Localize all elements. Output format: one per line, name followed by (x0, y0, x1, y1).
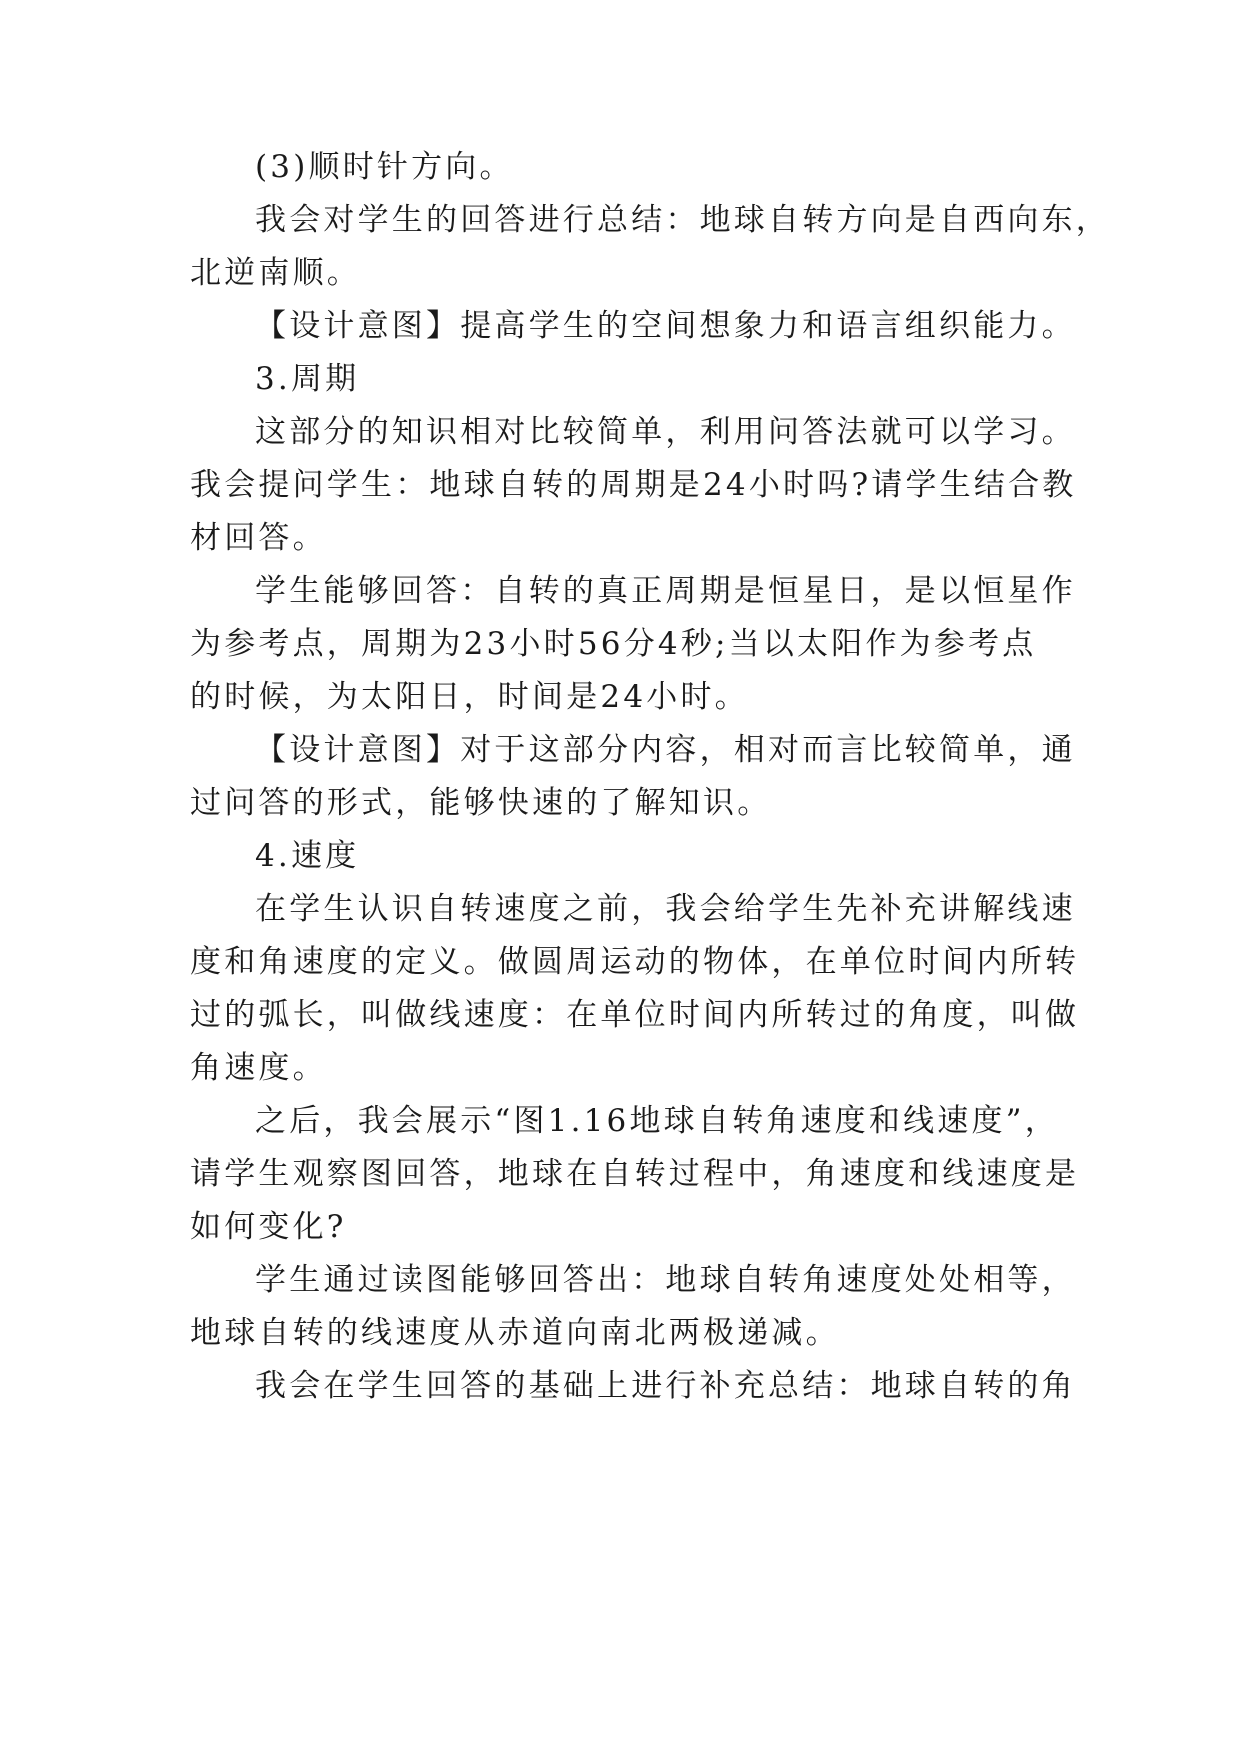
text-line: 为参考点，周期为23小时56分4秒;当以太阳作为参考点 (190, 626, 1037, 662)
text-line: 北逆南顺。 (190, 255, 361, 291)
text-line: 地球自转的线速度从赤道向南北两极递减。 (190, 1315, 840, 1351)
text-line: 【设计意图】对于这部分内容，相对而言比较简单，通 (255, 732, 1076, 768)
text-line: 学生能够回答：自转的真正周期是恒星日，是以恒星作 (255, 573, 1076, 609)
text-line: 过的弧长，叫做线速度：在单位时间内所转过的角度，叫做 (190, 997, 1080, 1033)
text-line: 度和角速度的定义。做圆周运动的物体，在单位时间内所转 (190, 944, 1080, 980)
text-line: 如何变化? (190, 1209, 347, 1245)
text-line: 过问答的形式，能够快速的了解知识。 (190, 785, 772, 821)
section-heading: 3.周期 (255, 361, 360, 397)
section-heading: 4.速度 (255, 838, 360, 874)
text-line: 我会在学生回答的基础上进行补充总结：地球自转的角 (255, 1368, 1076, 1404)
text-line: 角速度。 (190, 1050, 327, 1086)
text-line: 我会对学生的回答进行总结：地球自转方向是自西向东， (255, 202, 1110, 238)
text-line: 之后，我会展示“图1.16地球自转角速度和线速度”， (255, 1103, 1059, 1139)
text-line: 我会提问学生：地球自转的周期是24小时吗?请学生结合教 (190, 467, 1077, 503)
text-line: 【设计意图】提高学生的空间想象力和语言组织能力。 (255, 308, 1076, 344)
text-line: 材回答。 (190, 520, 327, 556)
text-line: 学生通过读图能够回答出：地球自转角速度处处相等， (255, 1262, 1076, 1298)
text-line: (3)顺时针方向。 (255, 149, 514, 185)
text-line: 请学生观察图回答，地球在自转过程中，角速度和线速度是 (190, 1156, 1080, 1192)
text-line: 这部分的知识相对比较简单，利用问答法就可以学习。 (255, 414, 1076, 450)
text-line: 的时候，为太阳日，时间是24小时。 (190, 679, 749, 715)
text-line: 在学生认识自转速度之前，我会给学生先补充讲解线速 (255, 891, 1076, 927)
